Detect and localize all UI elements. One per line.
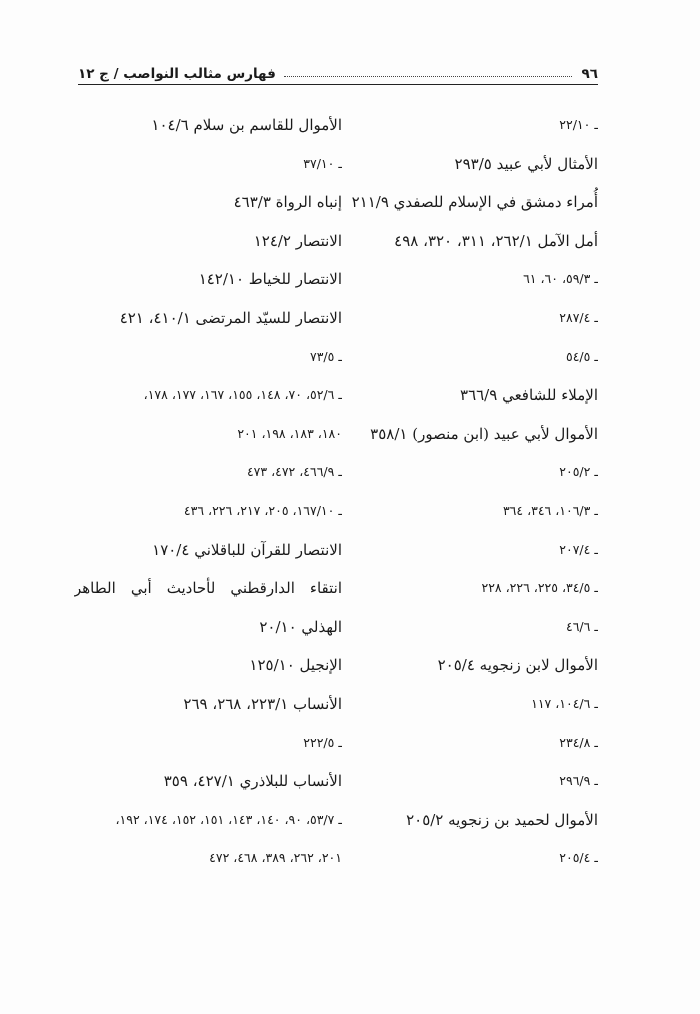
index-entry: الهذلي ٢٠/١٠: [259, 617, 342, 636]
index-entry: ـ ٢٣٤/٨: [559, 734, 598, 750]
index-entry: ـ ٢٠٧/٤: [559, 541, 598, 557]
index-entry: ـ ٧٣/٥: [310, 348, 342, 364]
index-entry: انتقاء الدارقطني لأحاديث أبي الطاهر: [74, 579, 342, 598]
index-entry: ـ ٢٢٢/٥: [303, 734, 342, 750]
index-column-left: [74, 106, 342, 878]
index-entry: أمل الآمل ٢٦٢/١، ٣١١، ٣٢٠، ٤٩٨: [394, 231, 598, 250]
index-entry: الأموال لابن زنجويه ٢٠٥/٤: [437, 656, 598, 675]
index-entry: ـ ٢٩٦/٩: [559, 773, 598, 789]
index-entry: الانتصار للخياط ١٤٢/١٠: [198, 270, 342, 289]
index-entry: الأمثال لأبي عبيد ٢٩٣/٥: [454, 154, 598, 173]
index-entry: ـ ٥٩/٣، ٦٠، ٦١: [523, 271, 598, 287]
index-entry: ـ ٤٦/٦: [566, 618, 598, 634]
index-entry: الإنجيل ١٢٥/١٠: [249, 656, 342, 675]
index-entry: أُمراء دمشق في الإسلام للصفدي ٢١١/٩: [352, 193, 598, 212]
page-header: [78, 56, 598, 82]
index-entry: الانتصار للسيّد المرتضى ٤١٠/١، ٤٢١: [119, 308, 342, 327]
index-entry: ـ ٣٤/٥، ٢٢٥، ٢٢٦، ٢٢٨: [481, 580, 598, 596]
index-entry: الأنساب للبلاذري ٤٢٧/١، ٣٥٩: [163, 772, 342, 791]
running-title: فهارس مثالب النواصب / ج ١٢: [78, 66, 276, 82]
index-entry: ـ ٣٧/١٠: [303, 155, 342, 171]
index-entry: ـ ٢٨٧/٤: [559, 309, 598, 325]
index-entry: الأموال لأبي عبيد (ابن منصور) ٣٥٨/١: [370, 424, 598, 443]
index-entry: ـ ١٦٧/١٠، ٢٠٥، ٢١٧، ٢٢٦، ٤٣٦: [183, 502, 342, 518]
index-entry: ـ ١٠٦/٣، ٣٤٦، ٣٦٤: [502, 502, 598, 518]
index-entry: الأنساب ٢٢٣/١، ٢٦٨، ٢٦٩: [183, 694, 342, 713]
index-entry: الأموال لحميد بن زنجويه ٢٠٥/٢: [406, 810, 598, 829]
index-entry: ـ ٥٢/٦، ٧٠، ١٤٨، ١٥٥، ١٦٧، ١٧٧، ١٧٨،: [143, 387, 342, 403]
index-entry: الانتصار للقرآن للباقلاني ١٧٠/٤: [152, 540, 342, 559]
index-entry: الانتصار ١٢٤/٢: [253, 231, 342, 250]
index-entry: ـ ٥٤/٥: [566, 348, 598, 364]
index-entry: الأموال للقاسم بن سلام ١٠٤/٦: [151, 116, 342, 134]
index-entry: ١٨٠، ١٨٣، ١٩٨، ٢٠١: [237, 425, 342, 441]
index-entry: ـ ٢٠٥/٤: [559, 850, 598, 866]
index-entry: ـ ١٠٤/٦، ١١٧: [531, 695, 598, 711]
index-column-right: [352, 106, 598, 878]
index-entry: ـ ٢٠٥/٢: [559, 464, 598, 480]
index-entry: إنباه الرواة ٤٦٣/٣: [233, 193, 342, 212]
index-entry: ٢٠١، ٢٦٢، ٣٨٩، ٤٦٨، ٤٧٢: [209, 850, 342, 866]
index-entry: ـ ٢٢/١٠: [559, 117, 598, 132]
index-entry: الإملاء للشافعي ٣٦٦/٩: [460, 386, 598, 405]
header-rule: [78, 84, 598, 85]
index-entry: ـ ٤٦٦/٩، ٤٧٢، ٤٧٣: [246, 464, 342, 480]
index-entry: ـ ٥٣/٧، ٩٠، ١٤٠، ١٤٣، ١٥١، ١٥٢، ١٧٤، ١٩٢،: [115, 811, 342, 827]
header-dot-leader: [284, 75, 572, 77]
page-number: ٩٦: [581, 66, 598, 82]
